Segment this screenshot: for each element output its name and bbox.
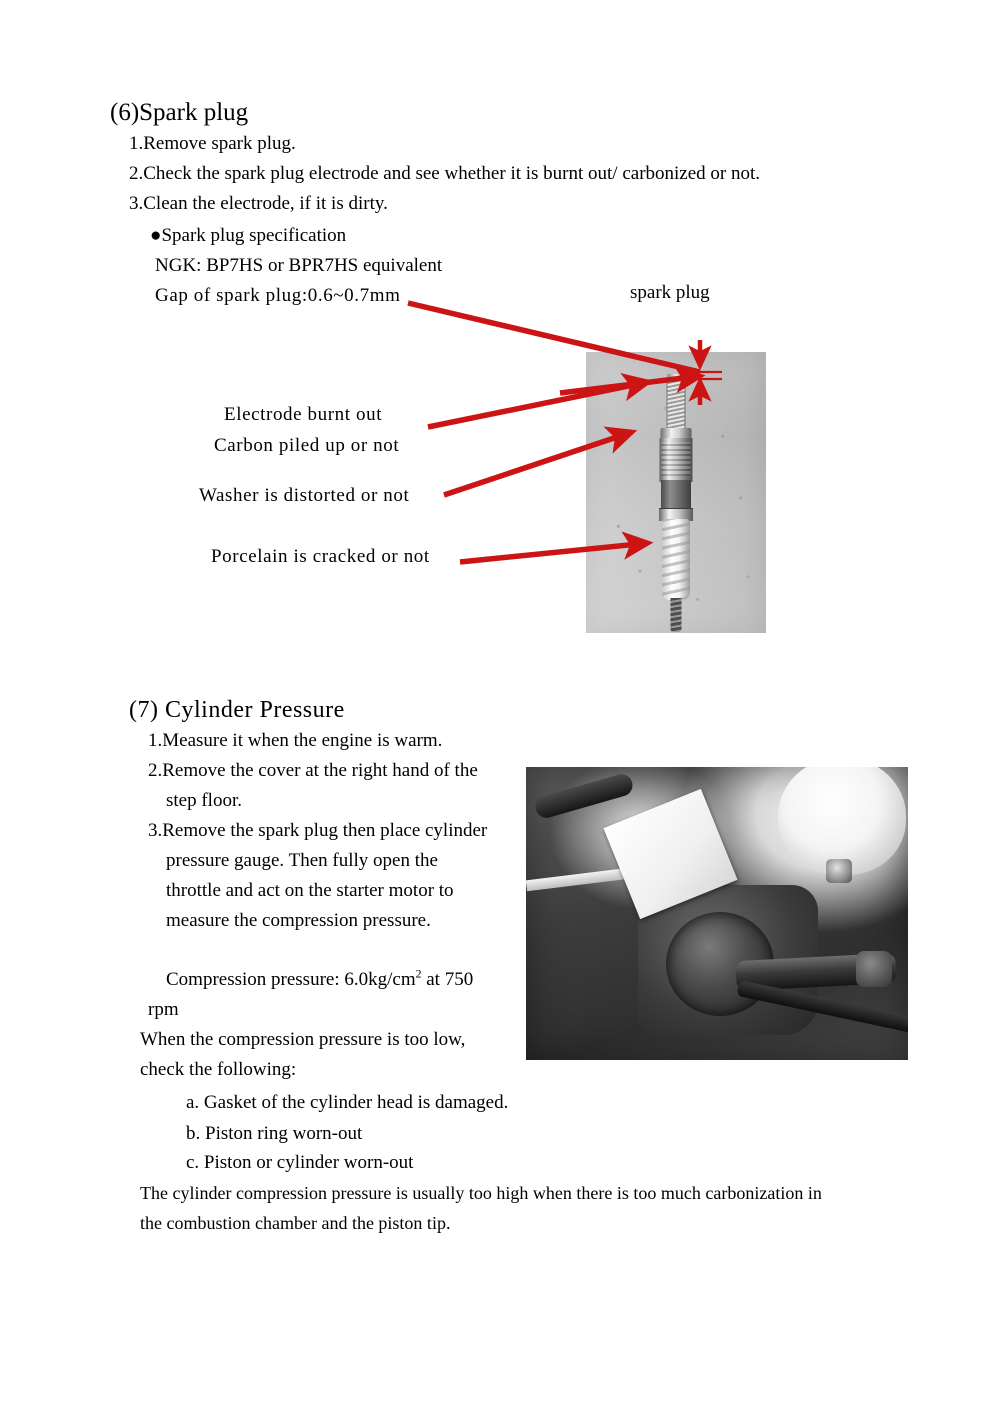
callout-porcelain-cracked: Porcelain is cracked or not	[211, 546, 430, 567]
cause-a: a. Gasket of the cylinder head is damaged.	[186, 1092, 509, 1113]
compression-pressure-exponent: 2	[415, 967, 422, 981]
closing-line-2: the combustion chamber and the piston tip.	[140, 1213, 451, 1233]
compression-pressure-value	[166, 967, 474, 990]
compression-pressure-rpm: at 750	[421, 969, 474, 990]
section-heading-cylinder-pressure: (7) Cylinder Pressure	[129, 697, 345, 723]
closing-line-1: The cylinder compression pressure is usually too high when there is too much carbonization in	[140, 1183, 822, 1203]
callout-electrode-burnt-out: Electrode burnt out	[224, 404, 383, 425]
cylinder-step-3-line-2: pressure gauge. Then fully open the	[166, 850, 438, 871]
too-low-line-1: When the compression pressure is too low,	[140, 1029, 466, 1050]
cylinder-step-3-line-4: measure the compression pressure.	[166, 910, 431, 931]
cylinder-step-2-line-1: 2.Remove the cover at the right hand of the	[148, 760, 478, 781]
spark-plug-step-1: 1.Remove spark plug.	[129, 133, 296, 154]
spark-plug-photo	[586, 352, 766, 633]
engine-bolt	[826, 859, 852, 883]
plug-hex-nut	[661, 480, 691, 510]
spark-plug-step-3: 3.Clean the electrode, if it is dirty.	[129, 193, 388, 214]
plug-upper-shaft	[667, 378, 686, 430]
engine-hose-top	[533, 772, 635, 821]
engine-hose-tip	[856, 951, 892, 987]
cause-c: c. Piston or cylinder worn-out	[186, 1152, 414, 1173]
too-low-line-2: check the following:	[140, 1059, 297, 1080]
spark-plug-spec-ngk: NGK: BP7HS or BPR7HS equivalent	[155, 255, 443, 276]
spark-plug-spec-gap: Gap of spark plug:0.6~0.7mm	[155, 285, 401, 306]
cylinder-step-3-line-1: 3.Remove the spark plug then place cylinder	[148, 820, 488, 841]
plug-terminal-screw	[671, 598, 682, 632]
spark-plug-step-2: 2.Check the spark plug electrode and see whether it is burnt out/ carbonized or not.	[129, 163, 761, 184]
spark-plug-figure-caption: spark plug	[630, 282, 710, 303]
compression-pressure-rpm-unit: rpm	[148, 999, 179, 1020]
plug-metal-body	[660, 438, 693, 482]
plug-knurl	[662, 442, 691, 476]
cylinder-step-1: 1.Measure it when the engine is warm.	[148, 730, 443, 751]
cylinder-step-3-line-3: throttle and act on the starter motor to	[166, 880, 454, 901]
plug-porcelain-insulator	[662, 519, 690, 600]
compression-pressure-text: Compression pressure: 6.0kg/cm	[166, 969, 416, 990]
spark-plug-spec-bullet: ●Spark plug specification	[150, 225, 347, 246]
callout-washer-distorted: Washer is distorted or not	[199, 485, 410, 506]
cylinder-step-2-line-2: step floor.	[166, 790, 242, 811]
callout-carbon-piled-up: Carbon piled up or not	[214, 435, 400, 456]
engine-starter-motor-photo	[526, 767, 908, 1060]
cause-b: b. Piston ring worn-out	[186, 1123, 363, 1144]
section-heading-spark-plug: (6)Spark plug	[110, 99, 249, 126]
